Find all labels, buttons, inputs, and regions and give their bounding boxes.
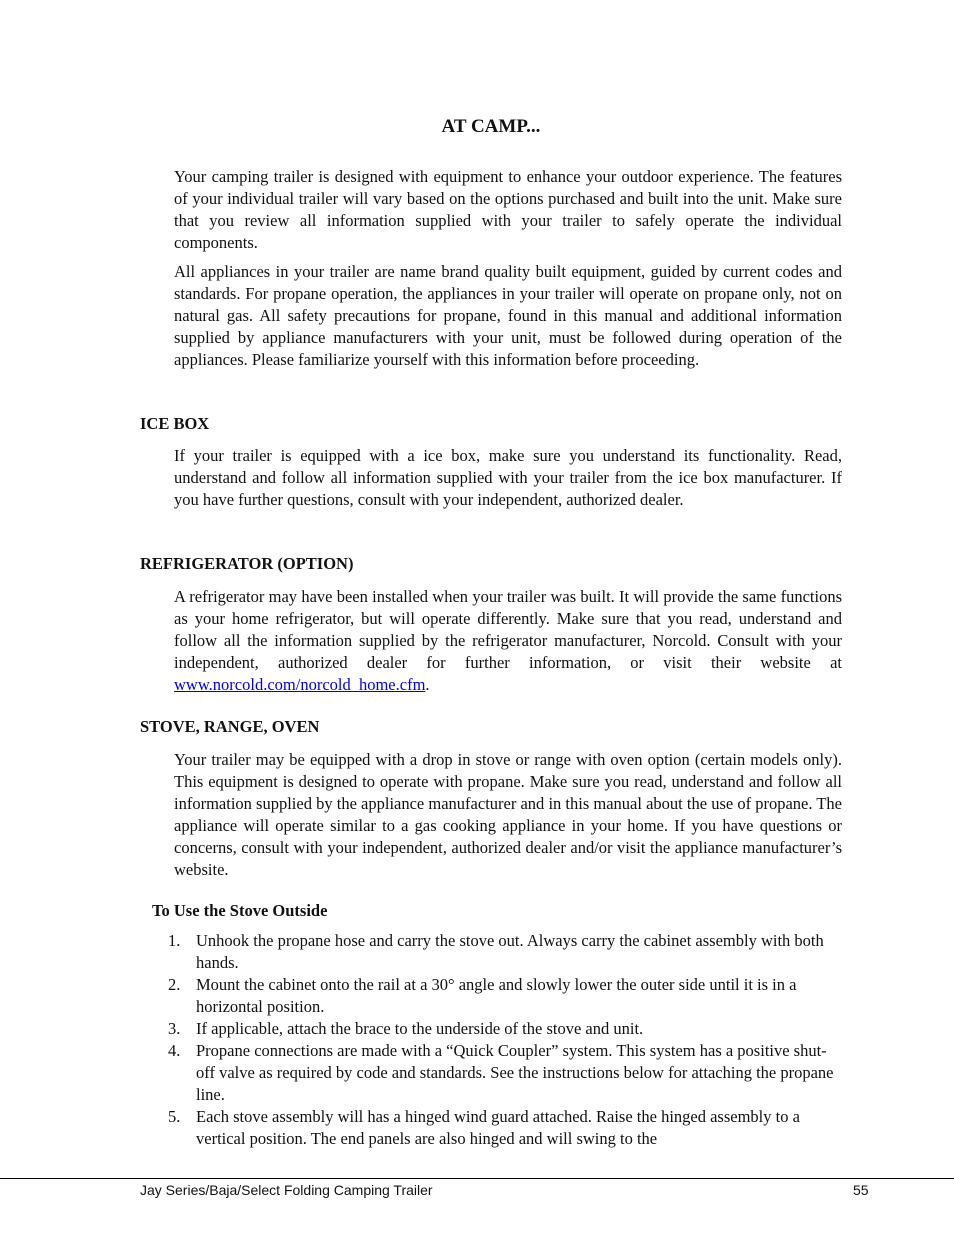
list-item: [168, 930, 836, 974]
stove-heading: STOVE, RANGE, OVEN: [140, 717, 320, 736]
step-text: If applicable, attach the brace to the underside of the stove and unit.: [196, 1019, 644, 1038]
step-number: 4.: [168, 1041, 181, 1060]
icebox-heading: ICE BOX: [140, 414, 210, 433]
step-text: Each stove assembly will has a hinged wind guard attached. Raise the hinged assembly to a vertical position. The end panels are also hinged and will swing to the: [196, 1107, 800, 1148]
page-number: 55: [853, 1182, 869, 1198]
page-title: AT CAMP...: [441, 116, 541, 137]
footer-document-title: Jay Series/Baja/Select Folding Camping Trailer: [140, 1182, 433, 1198]
refrigerator-heading: REFRIGERATOR (OPTION): [140, 554, 354, 573]
step-text: Propane connections are made with a “Quick Coupler” system. This system has a positive shut-off valve as required by code and standards. See the instructions below for attaching the propane line.: [196, 1041, 834, 1104]
footer-divider: [0, 1178, 954, 1179]
intro-paragraph-1: Your camping trailer is designed with equipment to enhance your outdoor experience. The features of your individual trailer will vary based on the options purchased and built into the unit. Make sure that you review all information supplied with your trailer to safely operate the individual components.: [174, 167, 842, 252]
step-number: 5.: [168, 1107, 181, 1126]
step-number: 3.: [168, 1019, 181, 1038]
stove-outside-steps: [168, 930, 836, 1150]
step-number: 2.: [168, 975, 181, 994]
norcold-website-link[interactable]: www.norcold.com/norcold_home.cfm: [174, 675, 426, 694]
icebox-paragraph: If your trailer is equipped with a ice box, make sure you understand its functionality. Read, understand and follow all information supplied with your trailer from the ice box manufacturer. If you have further questions, consult with your independent, authorized dealer.: [174, 446, 842, 509]
stove-paragraph: Your trailer may be equipped with a drop in stove or range with oven option (certain models only). This equipment is designed to operate with propane. Make sure you read, understand and follow all information supplied by the appliance manufacturer and in this manual about the use of propane. The appliance will operate similar to a gas cooking appliance in your home. If you have questions or concerns, consult with your independent, authorized dealer and/or visit the appliance manufacturer’s website.: [174, 750, 842, 879]
step-text: Mount the cabinet onto the rail at a 30° angle and slowly lower the outer side until it is in a horizontal position.: [196, 975, 797, 1016]
step-number: 1.: [168, 931, 181, 950]
refrigerator-text: A refrigerator may have been installed when your trailer was built. It will provide the same functions as your home refrigerator, but will operate differently. Make sure that you read, understand and follow all the information supplied by the refrigerator manufacturer, Norcold. Consult with your independent, authorized dealer for further information, or visit their website at: [174, 587, 842, 672]
list-item: [168, 1040, 836, 1106]
stove-outside-subheading: To Use the Stove Outside: [152, 901, 328, 920]
list-item: [168, 1018, 836, 1040]
list-item: [168, 974, 836, 1018]
refrigerator-paragraph: [174, 586, 842, 696]
step-text: Unhook the propane hose and carry the stove out. Always carry the cabinet assembly with both hands.: [196, 931, 824, 972]
list-item: [168, 1106, 836, 1150]
refrigerator-period: .: [425, 675, 430, 694]
intro-paragraph-2: All appliances in your trailer are name brand quality built equipment, guided by current codes and standards. For propane operation, the appliances in your trailer will operate on propane only, not on natural gas. All safety precautions for propane, found in this manual and additional information supplied by appliance manufacturers with your unit, must be followed during operation of the appliances. Please familiarize yourself with this information before proceeding.: [174, 262, 842, 369]
